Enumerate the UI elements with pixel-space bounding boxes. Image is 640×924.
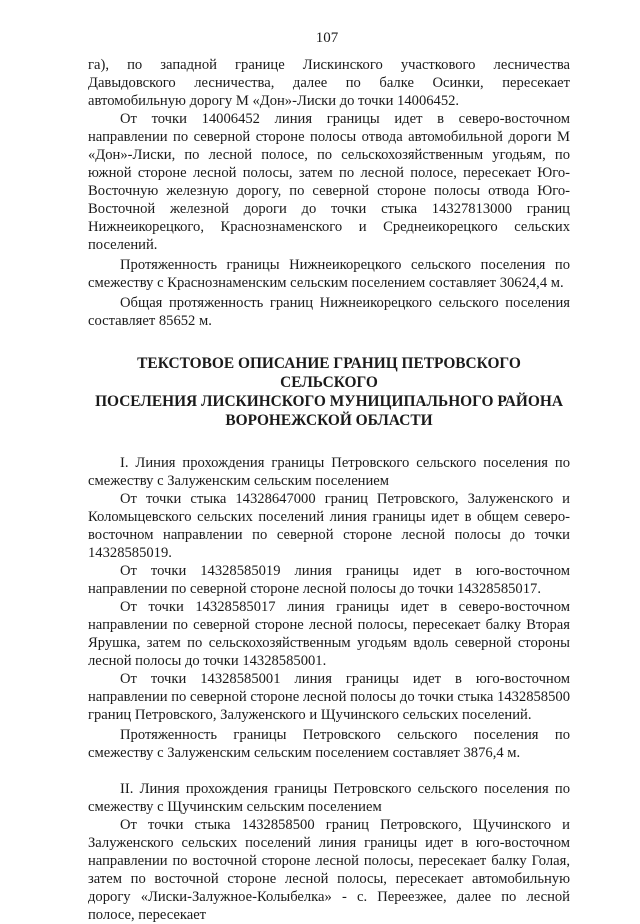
heading-line: ПОСЕЛЕНИЯ ЛИСКИНСКОГО МУНИЦИПАЛЬНОГО РАЙОНА (95, 393, 563, 410)
section-title: II. Линия прохождения границы Петровского сельского поселения по смежеству с Щучинским сельским поселением (88, 781, 570, 815)
paragraph: От точки 14328585001 линия границы идет в юго-восточном направлении по северной стороне лесной полосы до точки стыка 1432858500 границ Петровского, Залуженского и Щучинского сельских поселений. (88, 671, 570, 723)
section-1 (88, 454, 570, 762)
paragraph: От точки 14328585017 линия границы идет в северо-восточном направлении по северной стороне лесной полосы, пересекает балку Вторая Ярушка, затем по сельскохозяйственным угодьям вдоль северной стороны лесной полосы до точки 14328585001. (88, 599, 570, 669)
paragraph: От точки 14328585019 линия границы идет в юго-восточном направлении по северной стороне лесной полосы до точки 14328585017. (88, 563, 570, 597)
paragraph: Протяженность границы Петровского сельского поселения по смежеству с Залуженским сельским поселением составляет 3876,4 м. (88, 727, 570, 761)
section-heading (88, 354, 570, 430)
paragraph: Общая протяженность границ Нижнеикорецкого сельского поселения составляет 85652 м. (88, 295, 570, 329)
top-text-block (88, 56, 570, 330)
paragraph: От точки стыка 14328647000 границ Петровского, Залуженского и Коломыцевского сельских поселений линия границы идет в общем северо-восточном направлении по северной стороне лесной полосы до точки 14328585019. (88, 491, 570, 561)
paragraph: От точки 14006452 линия границы идет в северо-восточном направлении по северной стороне полосы отвода автомобильной дороги М «Дон»-Лиски, по лесной полосе, по сельскохозяйственным угодьям, по южной стороне лесной полосы, затем по лесной полосе, пересекает Юго-Восточную железную дорогу, по северной стороне полосы отвода Юго-Восточной железной дороги до точки стыка 14327813000 границ Нижнеикорецкого, Краснознаменского и Среднеикорецкого сельских поселений. (88, 111, 570, 253)
paragraph: От точки стыка 1432858500 границ Петровского, Щучинского и Залуженского сельских поселений линия границы идет в юго-восточном направлении по восточной стороне лесной полосы, пересекает балку Голая, затем по восточной стороне лесной полосы, пересекает автомобильную дорогу «Лиски-Залужное-Колыбелка» - с. Переезжее, далее по лесной полосе, пересекает (88, 817, 570, 923)
page-number: 107 (315, 30, 339, 46)
section-2 (88, 780, 570, 924)
paragraph: Протяженность границы Нижнеикорецкого сельского поселения по смежеству с Краснознаменским сельским поселением составляет 30624,4 м. (88, 257, 570, 291)
section-title: I. Линия прохождения границы Петровского сельского поселения по смежеству с Залуженским сельским поселением (88, 455, 570, 489)
section-gap (88, 762, 570, 780)
paragraph: га), по западной границе Лискинского участкового лесничества Давыдовского лесничества, далее по балке Осинки, пересекает автомобильную дорогу М «Дон»-Лиски до точки 14006452. (88, 57, 570, 109)
heading-line: ТЕКСТОВОЕ ОПИСАНИЕ ГРАНИЦ ПЕТРОВСКОГО СЕЛЬСКОГО (137, 355, 521, 391)
heading-line: ВОРОНЕЖСКОЙ ОБЛАСТИ (225, 412, 433, 429)
